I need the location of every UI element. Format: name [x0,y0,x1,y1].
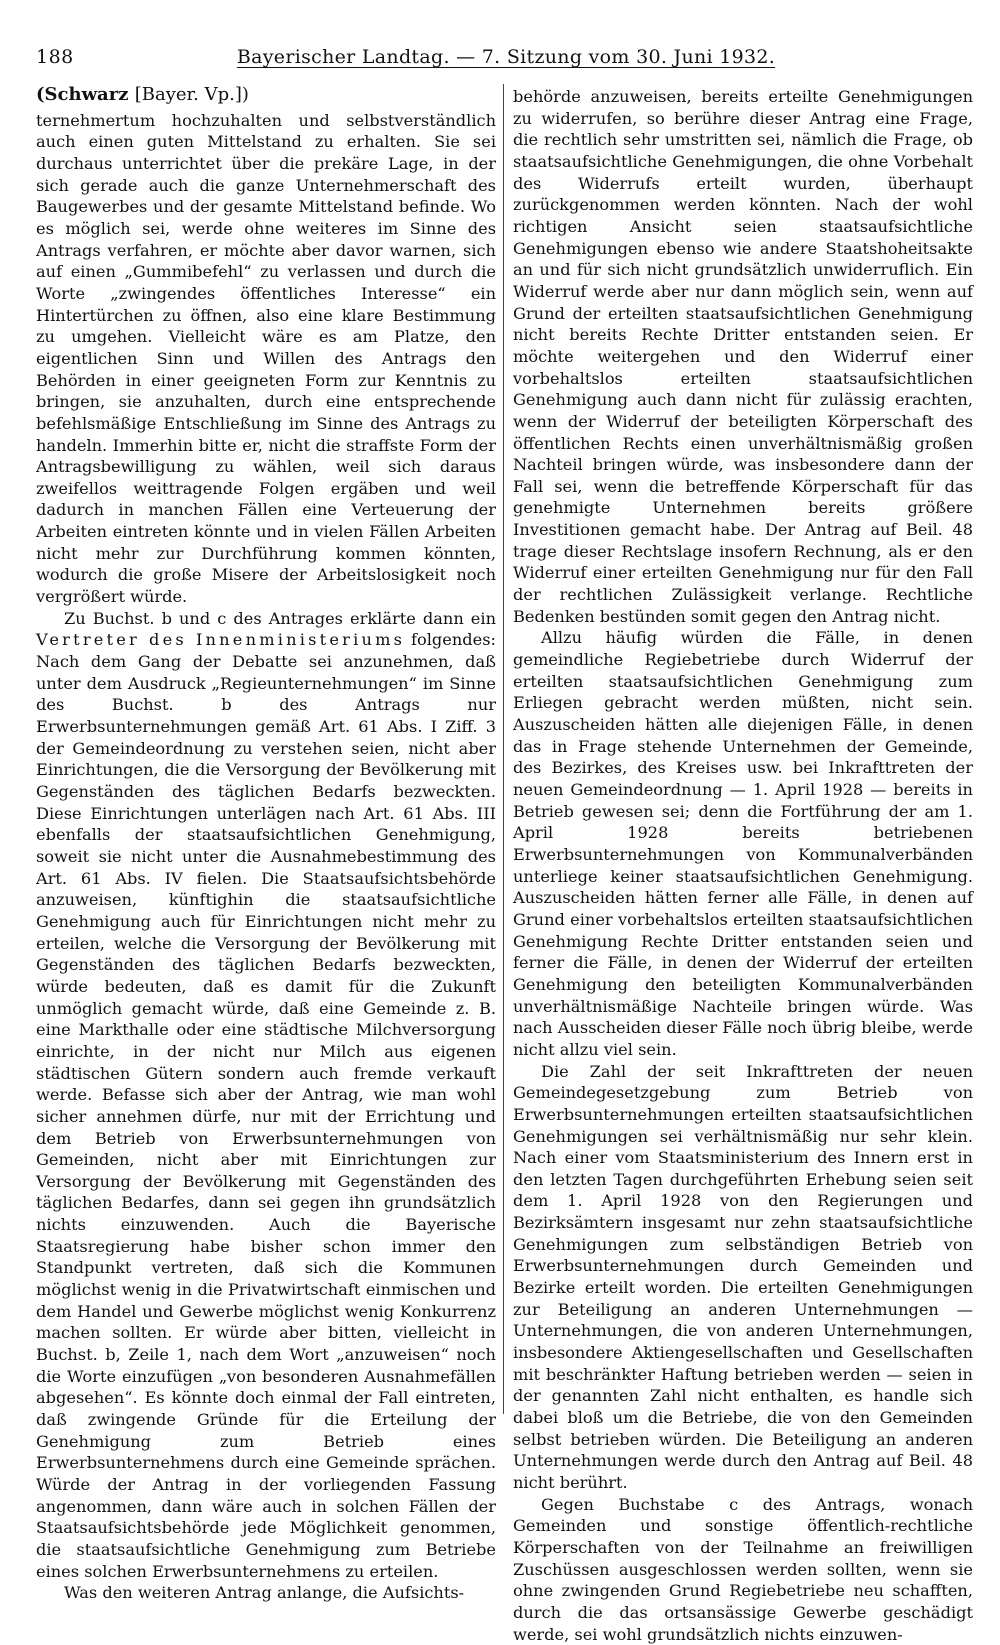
column-divider [503,84,504,1414]
speaker-party: [Bayer. Vp.]) [134,84,249,105]
paragraph: ternehmertum hochzuhalten und selbstverständlich auch einen guten Mittelstand zu erhalten. Sie sei durchaus unterrichtet über die prekäre Lage, in der sich gerade auch die ganze Unternehmerschaft des Baugewerbes und der gesamte Mittelstand befinde. Wo es möglich sei, werde ohne weiteres im Sinne des Antrags verfahren, er möchte aber davor warnen, sich auf einen „Gummibefehl“ zu verlassen und durch die Worte „zwingendes öffentliches Interesse“ ein Hintertürchen zu öffnen, also eine klare Bestimmung zu umgehen. Vielleicht wäre es am Platze, den eigentlichen Sinn und Willen des Antrags den Behörden in einer geeigneten Form zur Kenntnis zu bringen, sie anzuhalten, durch eine entsprechende befehlsmäßige Entschließung im Sinne des Antrags zu handeln. Immerhin bitte er, nicht die straffste Form der Antragsbewilligung zu wählen, weil sich daraus zweifellos weittragende Folgen ergäben und weil dadurch in manchen Fällen eine Verteuerung der Arbeiten eintreten könnte und in vielen Fällen Arbeiten nicht mehr zur Durchführung kommen könnten, wodurch die große Misere der Arbeitslosigkeit noch vergrößert würde. [36,110,496,607]
left-column [36,84,496,1603]
paragraph-body: folgendes: Nach dem Gang der Debatte sei anzunehmen, daß unter dem Ausdruck „Regieunternehmungen“ im Sinne des Buchst. b des Antrags nur Erwerbsunternehmungen gemäß Art. 61 Abs. I Ziff. 3 der Gemeindeordnung zu verstehen seien, nicht aber Einrichtungen, die die Versorgung der Bevölkerung mit Gegenständen des täglichen Bedarfs bezweckten. Diese Einrichtungen unterlägen nach Art. 61 Abs. III ebenfalls der staatsaufsichtlichen Genehmigung, soweit sie nicht unter die Ausnahmebestimmung des Art. 61 Abs. IV fielen. Die Staatsaufsichtsbehörde anzuweisen, künftighin die staatsaufsichtliche Genehmigung auch für Einrichtungen nicht mehr zu erteilen, welche die Versorgung der Bevölkerung mit Gegenständen des täglichen Bedarfs bezweckten, würde bedeuten, daß es damit für die Zukunft unmöglich gemacht würde, daß eine Gemeinde z. B. eine Markthalle oder eine städtische Milchversorgung einrichte, in der nicht nur Milch aus eigenen städtischen Gütern sondern auch fremde verkauft werde. Befasse sich aber der Antrag, wie man wohl sicher annehmen dürfe, nur mit der Errichtung und dem Betrieb von Erwerbsunternehmungen von Gemeinden, nicht aber mit Einrichtungen zur Versorgung der Bevölkerung mit Gegenständen des täglichen Bedarfes, dann sei gegen ihn grundsätzlich nichts einzuwenden. Auch die Bayerische Staatsregierung habe bisher schon immer den Standpunkt vertreten, daß sich die Kommunen möglichst wenig in die Privatwirtschaft einmischen und dem Handel und Gewerbe möglichst wenig Konkurrenz machen sollten. Er würde aber bitten, vielleicht in Buchst. b, Zeile 1, nach dem Wort „anzuweisen“ noch die Worte einzufügen „von besonderen Ausnahmefällen abgesehen“. Es könnte doch einmal der Fall eintreten, daß zwingende Gründe für die Erteilung der Genehmigung zum Betrieb eines Erwerbsunternehmens durch eine Gemeinde sprächen. Würde der Antrag in der vorliegenden Fassung angenommen, dann wäre auch in solchen Fällen der Staatsaufsichtsbehörde jede Möglichkeit genommen, die staatsaufsichtliche Genehmigung zum Betriebe eines solchen Erwerbsunternehmens zu erteilen. [36,630,496,1581]
page-header [36,40,976,72]
paragraph: Allzu häufig würden die Fälle, in denen gemeindliche Regiebetriebe durch Widerruf der erteilten staatsaufsichtlichen Genehmigung zum Erliegen gebracht werden müßten, nicht sein. Auszuscheiden hätten alle diejenigen Fälle, in denen das in Frage stehende Unternehmen der Gemeinde, des Bezirkes, des Kreises usw. bei Inkrafttreten der neuen Gemeindeordnung — 1. April 1928 — bereits in Betrieb gewesen sei; denn die Fortführung der am 1. April 1928 bereits betriebenen Erwerbsunternehmungen von Kommunalverbänden unterliege keiner staatsaufsichtlichen Genehmigung. Auszuscheiden hätten ferner alle Fälle, in denen auf Grund einer vorbehaltslos erteilten staatsaufsichtlichen Genehmigung Rechte Dritter entstanden seien und ferner die Fälle, in denen der Widerruf der erteilten Genehmigung den beteiligten Kommunalverbänden unverhältnismäßige Nachteile bringen würde. Was nach Ausscheiden dieser Fälle noch übrig bleibe, werde nicht allzu viel sein. [513,628,973,1059]
paragraph: Was den weiteren Antrag anlange, die Aufsichts- [64,1583,465,1603]
page-number: 188 [36,46,74,68]
paragraph: Gegen Buchstabe c des Antrags, wonach Gemeinden und sonstige öffentlich-rechtliche Körperschaften von der Teilnahme an freiwilligen Zuschüssen ausgeschlossen werden sollten, wenn sie ohne zwingenden Grund Regiebetriebe neu schafften, durch die das ortsansässige Gewerbe geschädigt werde, sei wohl grundsätzlich nichts einzuwen- [513,1494,973,1644]
paragraph-lead: Zu Buchst. b und c des Antrages erklärte dann ein [64,608,496,628]
paragraph [36,608,496,1583]
right-column [513,86,973,1644]
speaker-heading [36,84,496,106]
speaker-name: (Schwarz [36,84,129,105]
paragraph: behörde anzuweisen, bereits erteilte Genehmigungen zu widerrufen, so berühre dieser Antrag eine Frage, die rechtlich sehr umstritten sei, nämlich die Frage, ob staatsaufsichtliche Genehmigungen, die ohne Vorbehalt des Widerrufs erteilt wurden, überhaupt zurückgenommen werden könnten. Nach der wohl richtigen Ansicht seien staatsaufsichtliche Genehmigungen ebenso wie andere Staatshoheitsakte an und für sich nicht grundsätzlich unwiderruflich. Ein Widerruf werde aber nur dann möglich sein, wenn auf Grund der erteilten staatsaufsichtlichen Genehmigung nicht bereits Rechte Dritter entstanden seien. Er möchte weitergehen und den Widerruf einer vorbehaltslos erteilten staatsaufsichtlichen Genehmigung auch dann nicht für zulässig erachten, wenn der Widerruf der beteiligten Körperschaft des öffentlichen Rechts einen unverhältnismäßig großen Nachteil bringen würde, was insbesondere dann der Fall sei, wenn die betreffende Körperschaft für das genehmigte Unternehmen bereits größere Investitionen gemacht habe. Der Antrag auf Beil. 48 trage dieser Rechtslage insofern Rechnung, als er den Widerruf einer erteilten Genehmigung nur für den Fall der rechtlichen Zulässigkeit verlange. Rechtliche Bedenken bestünden somit gegen den Antrag nicht. [513,87,973,626]
running-title: Bayerischer Landtag. — 7. Sitzung vom 30. Juni 1932. [236,46,776,68]
paragraph: Die Zahl der seit Inkrafttreten der neuen Gemeindegesetzgebung zum Betrieb von Erwerbsunternehmungen erteilten staatsaufsichtlichen Genehmigungen sei verhältnismäßig nur sehr klein. Nach einer vom Staatsministerium des Innern erst in den letzten Tagen durchgeführten Erhebung seien seit dem 1. April 1928 von den Regierungen und Bezirksämtern insgesamt nur zehn staatsaufsichtliche Genehmigungen zum selbständigen Betrieb von Erwerbsunternehmungen durch Gemeinden und Bezirke erteilt worden. Die erteilten Genehmigungen zur Beteiligung an anderen Unternehmungen — Unternehmungen, die von anderen Unternehmungen, insbesondere Aktiengesellschaften und Gesellschaften mit beschränkter Haftung betrieben werden — seien in der genannten Zahl nicht enthalten, es handle sich dabei bloß um die Betriebe, die von den Gemeinden selbst betrieben würden. Die Beteiligung an anderen Unternehmungen werde durch den Antrag auf Beil. 48 nicht berührt. [513,1061,973,1492]
spaced-emphasis: Vertreter des Innenministeriums [36,630,406,650]
